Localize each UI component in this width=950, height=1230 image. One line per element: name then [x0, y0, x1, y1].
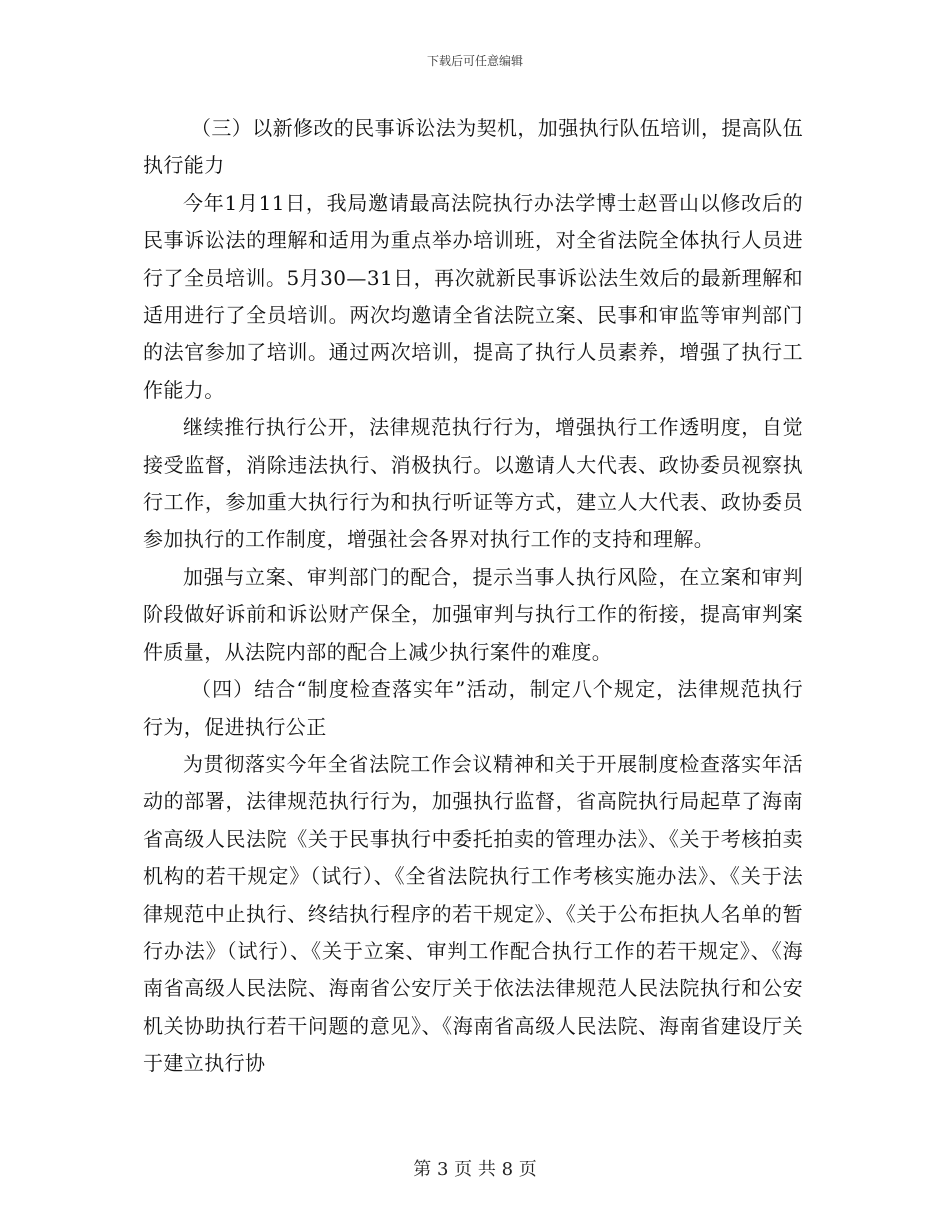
page-footer: 第 3 页 共 8 页: [413, 1159, 537, 1180]
paragraph-regulations: 为贯彻落实今年全省法院工作会议精神和关于开展制度检查落实年活动的部署，法律规范执行行为，加强执行监督，省高院执行局起草了海南省高级人民法院《关于民事执行中委托拍卖的管理办法》、《关于考核拍卖机构的若干规定》（试行）、《全省法院执行工作考核实施办法》、《关于法律规范中止执行、终结执行程序的若干规定》、《关于公布拒执人名单的暂行办法》（试行）、《关于立案、审判工作配合执行工作的若干规定》、《海南省高级人民法院、海南省公安厅关于依法法律规范人民法院执行和公安机关协助执行若干问题的意见》、《海南省高级人民法院、海南省建设厅关于建立执行协: [143, 751, 803, 1076]
paragraph-transparency: 继续推行执行公开，法律规范执行行为，增强执行工作透明度，自觉接受监督，消除违法执行、消极执行。以邀请人大代表、政协委员视察执行工作，参加重大执行行为和执行听证等方式，建立人大代表、政协委员参加执行的工作制度，增强社会各界对执行工作的支持和理解。: [143, 415, 803, 552]
section-heading-4: （四）结合“制度检查落实年”活动，制定八个规定，法律规范执行行为，促进执行公正: [143, 677, 803, 739]
section-heading-3: （三）以新修改的民事诉讼法为契机，加强执行队伍培训，提高队伍执行能力: [143, 116, 803, 178]
page-header: 下载后可任意编辑: [426, 54, 523, 68]
paragraph-coordination: 加强与立案、审判部门的配合，提示当事人执行风险，在立案和审判阶段做好诉前和诉讼财产保全，加强审判与执行工作的衔接，提高审判案件质量，从法院内部的配合上减少执行案件的难度。: [143, 564, 803, 664]
document-body: [143, 110, 803, 1083]
paragraph-training: 今年1月11日，我局邀请最高法院执行办法学博士赵晋山以修改后的民事诉讼法的理解和适用为重点举办培训班，对全省法院全体执行人员进行了全员培训。5月30—31日，再次就新民事诉讼法生效后的最新理解和适用进行了全员培训。两次均邀请全省法院立案、民事和审监等审判部门的法官参加了培训。通过两次培训，提高了执行人员素养，增强了执行工作能力。: [143, 190, 803, 402]
